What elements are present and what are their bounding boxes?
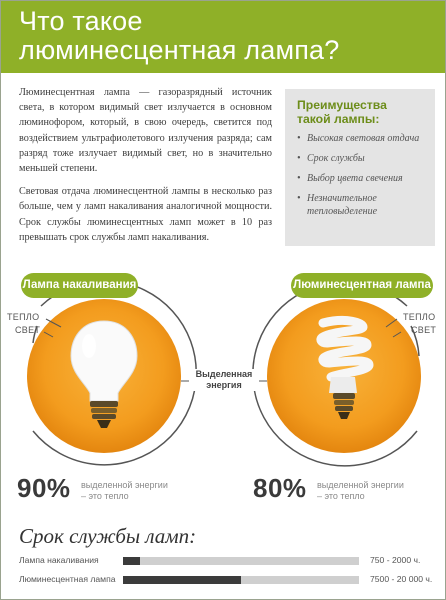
advantages-title-line-1: Преимущества [297,98,387,112]
lifespan-bar-incandescent [123,557,359,565]
intro-paragraph-2: Световая отдача люминесцентной лампы в несколько раз больше, чем у ламп накаливания аналогичной мощности. Срок службы люминесцентных ламп может в 10 раз превышать срок службы ламп накаливания. [19,186,272,243]
left-light-label: СВЕТ [15,325,41,335]
note-line-1: выделенной энергии [317,480,404,490]
advantage-item-text: Высокая световая отдача [307,133,420,144]
bullet-icon: • [297,193,301,204]
released-energy-line-2: энергия [206,380,242,390]
lifespan-value-incandescent: 750 - 2000 ч. [370,555,421,565]
left-heat-label: ТЕПЛО [7,312,40,322]
note-line-2: – это тепло [317,491,365,501]
intro-paragraph-1: Люминесцентная лампа — газоразрядный источник света, в котором видимый свет излучается в основном люминофором, который, в свою очередь, светится под воздействием ультрафиолетового излучения разряда; сам разряд тоже излучает видимый свет, но в значительно меньшей степени. [19,87,272,175]
lifespan-bar-fill [123,557,140,565]
advantages-title-line-2: такой лампы: [297,111,380,126]
advantage-item-text: Срок службы [307,153,365,164]
lifespan-bar-fluorescent [123,576,359,584]
fluorescent-heat-percent: 80% [253,473,307,503]
right-light-label: СВЕТ [411,325,437,335]
advantage-item-text: Незначительное тепловыделение [307,193,378,217]
released-energy-label [189,369,259,391]
title-line-2: люминесцентная лампа? [19,35,340,65]
incandescent-pill: Лампа накаливания [21,273,138,298]
lifespan-title: Срок службы ламп: [19,524,197,548]
bullet-icon: • [297,133,301,144]
note-line-2: – это тепло [81,491,129,501]
lifespan-label-incandescent: Лампа накаливания [19,555,99,565]
advantage-item-text: Выбор цвета свечения [307,173,403,184]
note-line-1: выделенной энергии [81,480,168,490]
lifespan-value-fluorescent: 7500 - 20 000 ч. [370,574,433,584]
bullet-icon: • [297,173,301,184]
bullet-icon: • [297,153,301,164]
fluorescent-pill: Люминесцентная лампа [291,273,433,298]
fluorescent-heat-note [317,480,404,502]
incandescent-heat-note [81,480,168,502]
right-heat-label: ТЕПЛО [403,312,436,322]
released-energy-line-1: Выделенная [195,369,253,379]
incandescent-heat-percent: 90% [17,473,71,503]
lifespan-bar-fill [123,576,241,584]
lifespan-label-fluorescent: Люминесцентная лампа [19,574,116,584]
title-line-1: Что такое [19,6,143,36]
bulbs-illustration [1,1,446,600]
